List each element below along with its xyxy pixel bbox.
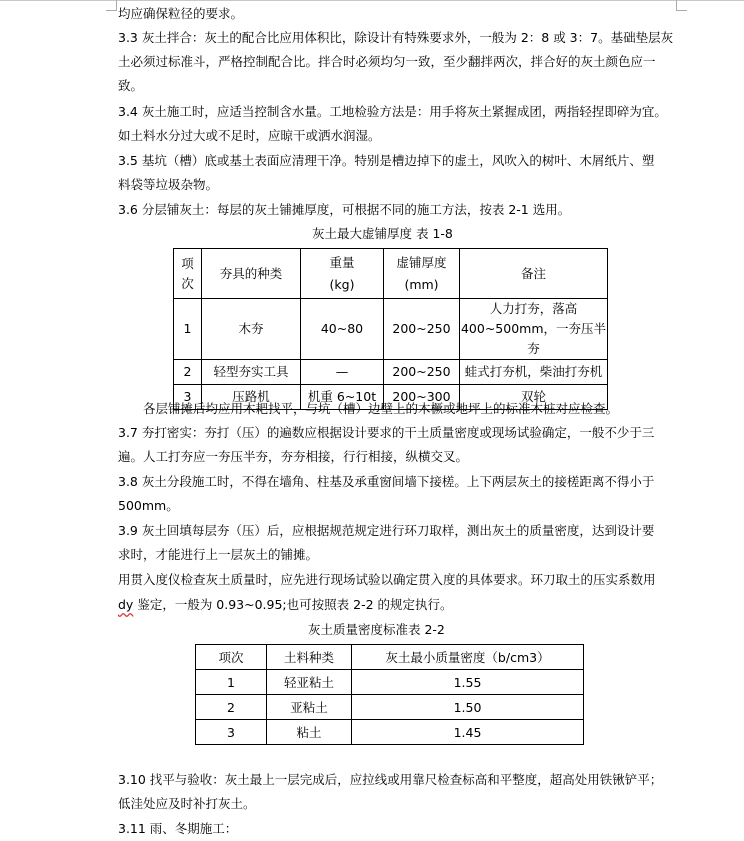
paragraph-3-7-line2: 遍。人工打夯应一夯压半夯，夯夯相接，行行相接，纵横交叉。 xyxy=(118,449,469,464)
table1-header-thickness: 虚铺厚度 (mm) xyxy=(384,249,460,299)
table-row: 2 亚粘土 1.50 xyxy=(196,695,584,720)
table-row: 2 轻型夯实工具 — 200~250 蛙式打夯机，柴油打夯机 xyxy=(174,360,608,385)
paragraph-3-5-line2: 料袋等垃圾杂物。 xyxy=(118,177,219,192)
paragraph-3-9-line3: 用贯入度仪检查灰土质量时，应先进行现场试验以确定贯入度的具体要求。环刀取土的压实系数用 xyxy=(118,572,656,587)
table-density-standard xyxy=(195,644,584,745)
table1-header-idx: 项 次 xyxy=(174,249,202,299)
table1-header-note: 备注 xyxy=(460,249,608,299)
paragraph-3-4-line2: 如土料水分过大或不足时，应晾干或洒水润湿。 xyxy=(118,128,381,143)
table-row: 1 轻亚粘土 1.55 xyxy=(196,670,584,695)
table1-header-tool: 夯具的种类 xyxy=(202,249,301,299)
paragraph-3-10-line1: 3.10 找平与验收：灰土最上一层完成后，应拉线或用靠尺检查标高和平整度，超高处用铁锹铲平； xyxy=(118,772,663,787)
table-row: 1 木夯 40~80 200~250 人力打夯，落高 400~500mm，一夯压半夯 xyxy=(174,299,608,360)
paragraph-3-8-line2: 500mm。 xyxy=(118,498,179,513)
table2-header-idx: 项次 xyxy=(196,645,267,670)
paragraph-3-7-line1: 3.7 夯打密实：夯打（压）的遍数应根据设计要求的干土质量密度或现场试验确定，一般不少于三 xyxy=(118,425,655,440)
paragraph-3-11: 3.11 雨、冬期施工： xyxy=(118,821,238,836)
paragraph-3-4-line1: 3.4 灰土施工时，应适当控制含水量。工地检验方法是：用手将灰土紧握成团，两指轻捏即碎为宜。 xyxy=(118,104,667,119)
paragraph-line: 均应确保粒径的要求。 xyxy=(118,6,244,21)
table2-header-density: 灰土最小质量密度（b/cm3） xyxy=(352,645,584,670)
table-row: 3 粘土 1.45 xyxy=(196,720,584,745)
table-max-loose-thickness xyxy=(173,248,608,410)
paragraph-3-9-line4: dy 鉴定，一般为 0.93~0.95;也可按照表 2-2 的规定执行。 xyxy=(118,597,453,612)
table1-caption: 灰土最大虚铺厚度 表 1-8 xyxy=(312,226,453,241)
paragraph-3-9-line1: 3.9 灰土回填每层夯（压）后，应根据规范规定进行环刀取样，测出灰土的质量密度，达到设计要 xyxy=(118,523,655,538)
margin-corner-mark-left xyxy=(106,0,117,11)
paragraph-3-9-line2: 求时，才能进行上一层灰土的铺摊。 xyxy=(118,547,319,562)
table2-header-soil: 土料种类 xyxy=(267,645,352,670)
paragraph-3-6: 3.6 分层铺灰土：每层的灰土铺摊厚度，可根据不同的施工方法，按表 2-1 选用。 xyxy=(118,202,571,217)
paragraph-3-8-line1: 3.8 灰土分段施工时，不得在墙角、柱基及承重窗间墙下接槎。上下两层灰土的接槎距离不得小于 xyxy=(118,474,655,489)
table2-caption: 灰土质量密度标准表 2-2 xyxy=(308,622,445,637)
paragraph-3-10-line2: 低洼处应及时补打灰土。 xyxy=(118,796,256,811)
paragraph-after-table1: 各层铺摊后均应用木耙找平，与坑（槽）边壁上的木橛或地坪上的标准木桩对应检查。 xyxy=(143,401,619,416)
spellcheck-flagged-word: dy xyxy=(118,597,134,612)
margin-corner-mark-right xyxy=(676,0,687,11)
table-row: 3 压路机 机重 6~10t 200~300 双轮 xyxy=(174,385,608,410)
paragraph-3-5-line1: 3.5 基坑（槽）底或基土表面应清理干净。特别是槽边掉下的虚土，风吹入的树叶、木屑纸片、塑 xyxy=(118,153,655,168)
paragraph-3-3-line2: 土必须过标准斗，严格控制配合比。拌合时必须均匀一致，至少翻拌两次，拌合好的灰土颜色应一 xyxy=(118,54,656,69)
paragraph-3-3-line3: 致。 xyxy=(118,78,144,93)
table1-header-weight: 重量 (kg) xyxy=(301,249,384,299)
paragraph-3-3-line1: 3.3 灰土拌合：灰土的配合比应用体积比，除设计有特殊要求外，一般为 2：8 或 3：7。基础垫层灰 xyxy=(118,30,674,45)
